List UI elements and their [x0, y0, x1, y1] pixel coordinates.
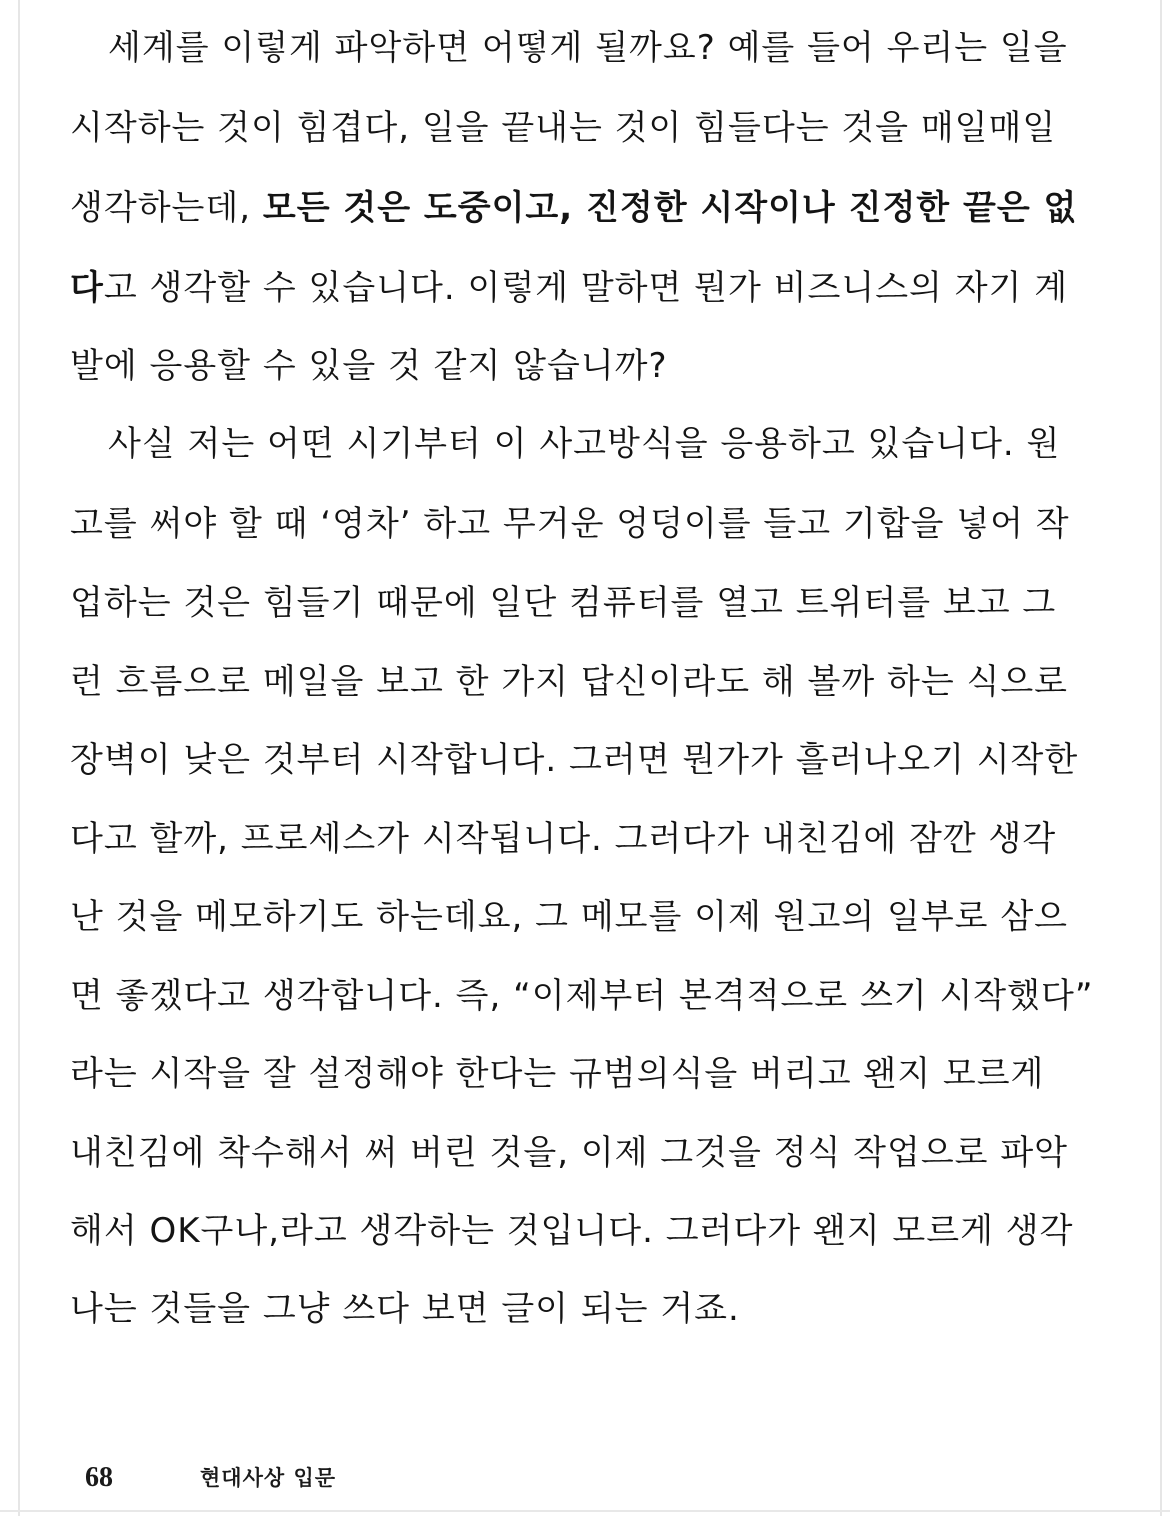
- text-line-5: 발에 응용할 수 있을 것 같지 않습니까?: [70, 346, 668, 386]
- text-line-7: 고를 써야 할 때 ‘영차’ 하고 무거운 엉덩이를 들고 기합을 넣어 작: [70, 504, 1070, 544]
- text-line-4-emphasis: 다: [70, 268, 104, 308]
- text-line-10: 장벽이 낮은 것부터 시작합니다. 그러면 뭔가가 흘러나오기 시작한: [70, 740, 1079, 780]
- scan-edge-bottom: [0, 1510, 1170, 1512]
- text-line-1: 세계를 이렇게 파악하면 어떻게 될까요? 예를 들어 우리는 일을: [108, 28, 1068, 68]
- text-line-3-regular: 생각하는데,: [70, 188, 263, 228]
- scan-edge-right: [1160, 0, 1162, 1516]
- text-line-8: 업하는 것은 힘들기 때문에 일단 컴퓨터를 열고 트위터를 보고 그: [70, 583, 1057, 623]
- text-line-14: 라는 시작을 잘 설정해야 한다는 규범의식을 버리고 왠지 모르게: [70, 1054, 1045, 1094]
- scan-edge-left: [18, 0, 20, 1516]
- text-line-2: 시작하는 것이 힘겹다, 일을 끝내는 것이 힘들다는 것을 매일매일: [70, 108, 1057, 148]
- text-line-3: [70, 188, 1115, 228]
- text-line-17: 나는 것들을 그냥 쓰다 보면 글이 되는 거죠.: [70, 1289, 740, 1329]
- text-line-9: 런 흐름으로 메일을 보고 한 가지 답신이라도 해 볼까 하는 식으로: [70, 662, 1069, 702]
- text-line-13: 면 좋겠다고 생각합니다. 즉, “이제부터 본격적으로 쓰기 시작했다”: [70, 976, 1094, 1016]
- text-line-4-regular: 고 생각할 수 있습니다. 이렇게 말하면 뭔가 비즈니스의 자기 계: [103, 268, 1069, 308]
- text-line-15: 내친김에 착수해서 써 버린 것을, 이제 그것을 정식 작업으로 파악: [70, 1133, 1069, 1173]
- text-line-6: 사실 저는 어떤 시기부터 이 사고방식을 응용하고 있습니다. 원: [108, 424, 1061, 464]
- text-line-3-emphasis: 모든 것은 도중이고, 진정한 시작이나 진정한 끝은 없: [262, 188, 1078, 228]
- text-line-11: 다고 할까, 프로세스가 시작됩니다. 그러다가 내친김에 잠깐 생각: [70, 819, 1057, 859]
- text-line-16: 해서 OK구나,라고 생각하는 것입니다. 그러다가 왠지 모르게 생각: [70, 1211, 1074, 1251]
- text-line-12: 난 것을 메모하기도 하는데요, 그 메모를 이제 원고의 일부로 삼으: [70, 897, 1069, 937]
- page-number: 68: [85, 1462, 113, 1493]
- running-footer-title: 현대사상 입문: [200, 1466, 337, 1490]
- text-line-4: [70, 268, 1115, 308]
